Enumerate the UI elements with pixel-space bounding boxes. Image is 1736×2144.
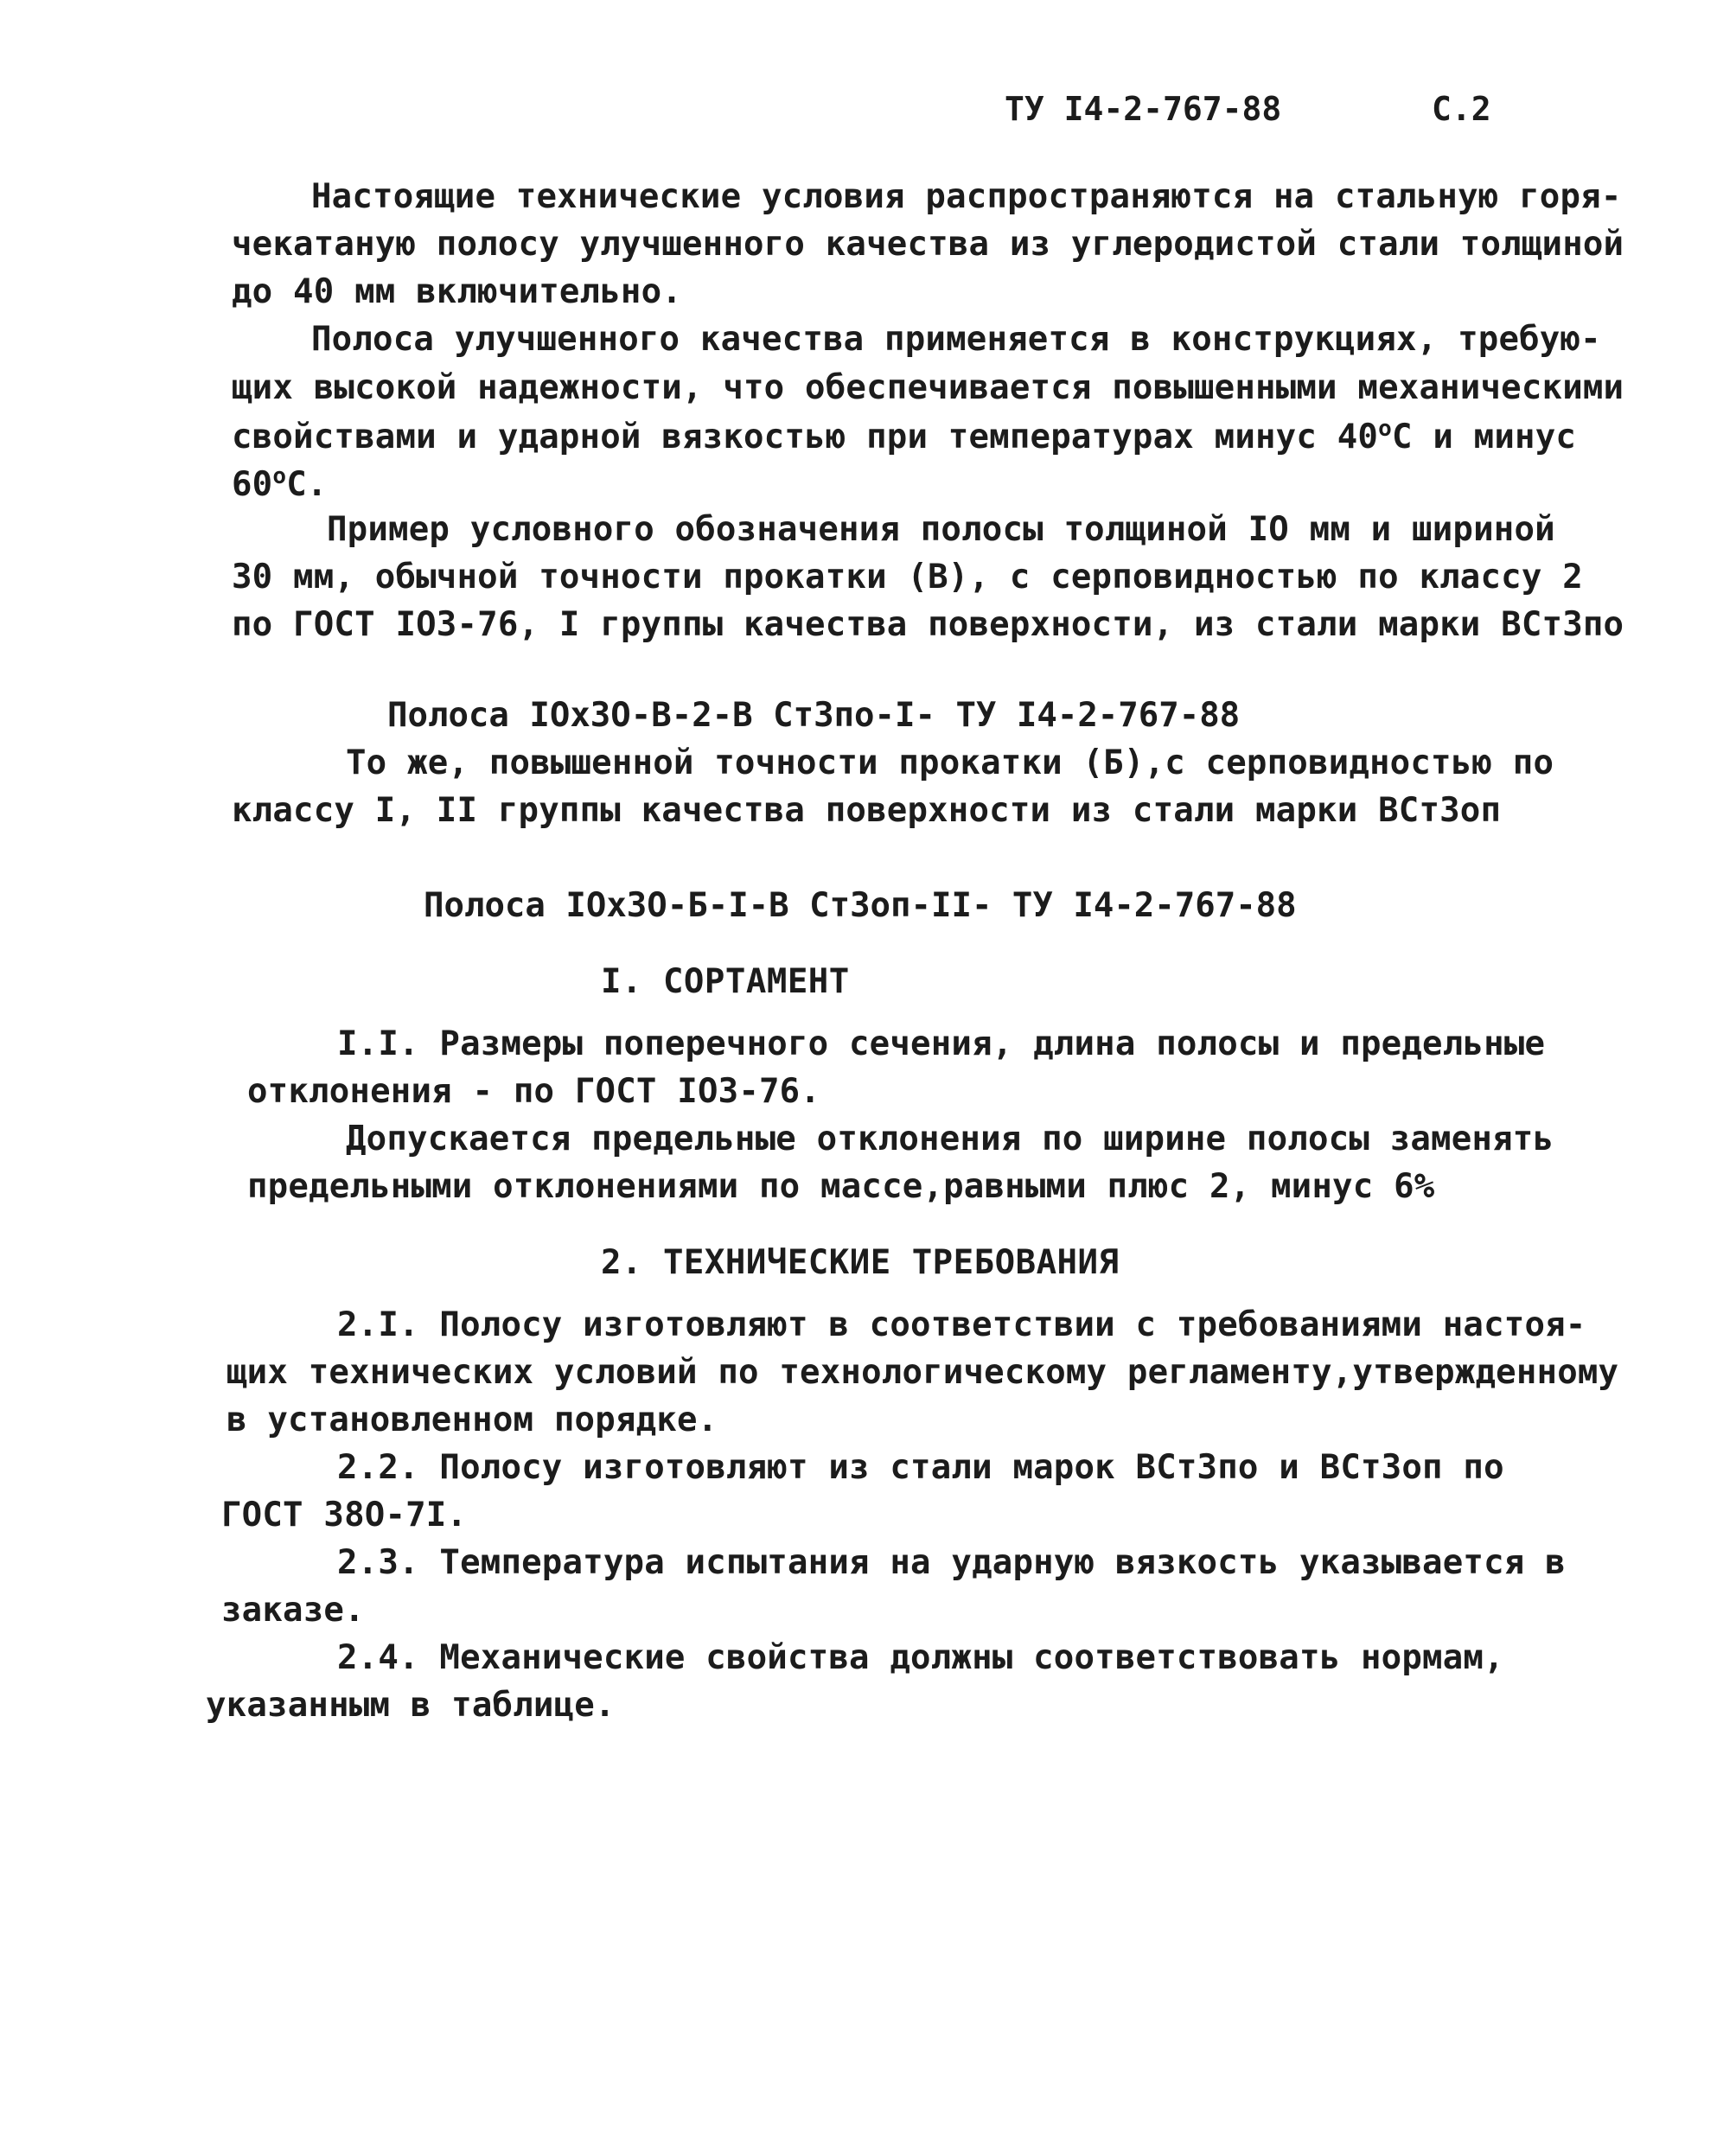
example-line-2: 30 мм, обычной точности прокатки (В), с серповидностью по классу 2 bbox=[232, 558, 1583, 597]
same-line-2: классу I, II группы качества поверхности из стали марки ВСт3оп bbox=[232, 791, 1502, 830]
s2-p1-line-2: щих технических условий по технологическому регламенту,утвержденному bbox=[227, 1353, 1619, 1392]
purpose-line-3: свойствами и ударной вязкостью при температурах минус $40^оС$ и минус bbox=[232, 416, 1577, 456]
section-title-assortment: I. СОРТАМЕНТ bbox=[601, 962, 850, 1001]
page-header bbox=[1005, 90, 1523, 133]
designation-1: Полоса IOx3O-В-2-В Ст3по-I- ТУ I4-2-767-88 bbox=[387, 696, 1241, 735]
intro-line-1: Настоящие технические условия распространяются на стальную горя- bbox=[311, 177, 1622, 216]
example-line-3: по ГОСТ IO3-76, I группы качества поверхности, из стали марки ВСт3по bbox=[232, 605, 1624, 644]
s1-p1-line-2: отклонения - по ГОСТ IO3-76. bbox=[247, 1072, 821, 1111]
s2-p4-line-1: 2.4. Механические свойства должны соответствовать нормам, bbox=[337, 1638, 1504, 1677]
example-line-1: Пример условного обозначения полосы толщиной IO мм и шириной bbox=[327, 510, 1555, 549]
degree-sign: о bbox=[272, 463, 287, 489]
same-line-1: То же, повышенной точности прокатки (Б),с серповидностью по bbox=[346, 743, 1554, 782]
s2-p3-line-2: заказе. bbox=[221, 1591, 365, 1630]
s2-p1-line-3: в установленном порядке. bbox=[227, 1401, 718, 1439]
section-title-technical-requirements: 2. ТЕХНИЧЕСКИЕ ТРЕБОВАНИЯ bbox=[601, 1243, 1120, 1282]
intro-line-2: чекатаную полосу улучшенного качества из углеродистой стали толщиной bbox=[232, 225, 1624, 264]
designation-2: Полоса IOx3O-Б-I-В Ст3оп-II- ТУ I4-2-767-88 bbox=[424, 886, 1297, 925]
s2-p3-line-1: 2.3. Температура испытания на ударную вязкость указывается в bbox=[337, 1543, 1566, 1582]
s2-p4-line-2: указанным в таблице. bbox=[206, 1686, 616, 1725]
purpose-line-4: $60^оС$. bbox=[232, 463, 328, 504]
degree-sign: о bbox=[1378, 416, 1392, 442]
s1-p1-line-1: I.I. Размеры поперечного сечения, длина полосы и предельные bbox=[337, 1024, 1546, 1063]
intro-line-3: до 40 мм включительно. bbox=[232, 272, 682, 311]
s1-p2-line-1: Допускается предельные отклонения по ширине полосы заменять bbox=[346, 1120, 1554, 1158]
s1-p2-line-2: предельными отклонениями по массе,равными плюс 2, минус 6% bbox=[247, 1167, 1435, 1206]
page-number: С.2 bbox=[1432, 90, 1491, 128]
s2-p2-line-1: 2.2. Полосу изготовляют из стали марок ВСт3по и ВСт3оп по bbox=[337, 1448, 1504, 1487]
s2-p1-line-1: 2.I. Полосу изготовляют в соответствии с требованиями настоя- bbox=[337, 1305, 1586, 1344]
s2-p2-line-2: ГОСТ 38O-7I. bbox=[221, 1496, 468, 1535]
document-code: ТУ I4-2-767-88 bbox=[1005, 90, 1282, 128]
purpose-line-2: щих высокой надежности, что обеспечивается повышенными механическими bbox=[232, 368, 1624, 407]
purpose-line-1: Полоса улучшенного качества применяется в конструкциях, требую- bbox=[311, 320, 1601, 359]
